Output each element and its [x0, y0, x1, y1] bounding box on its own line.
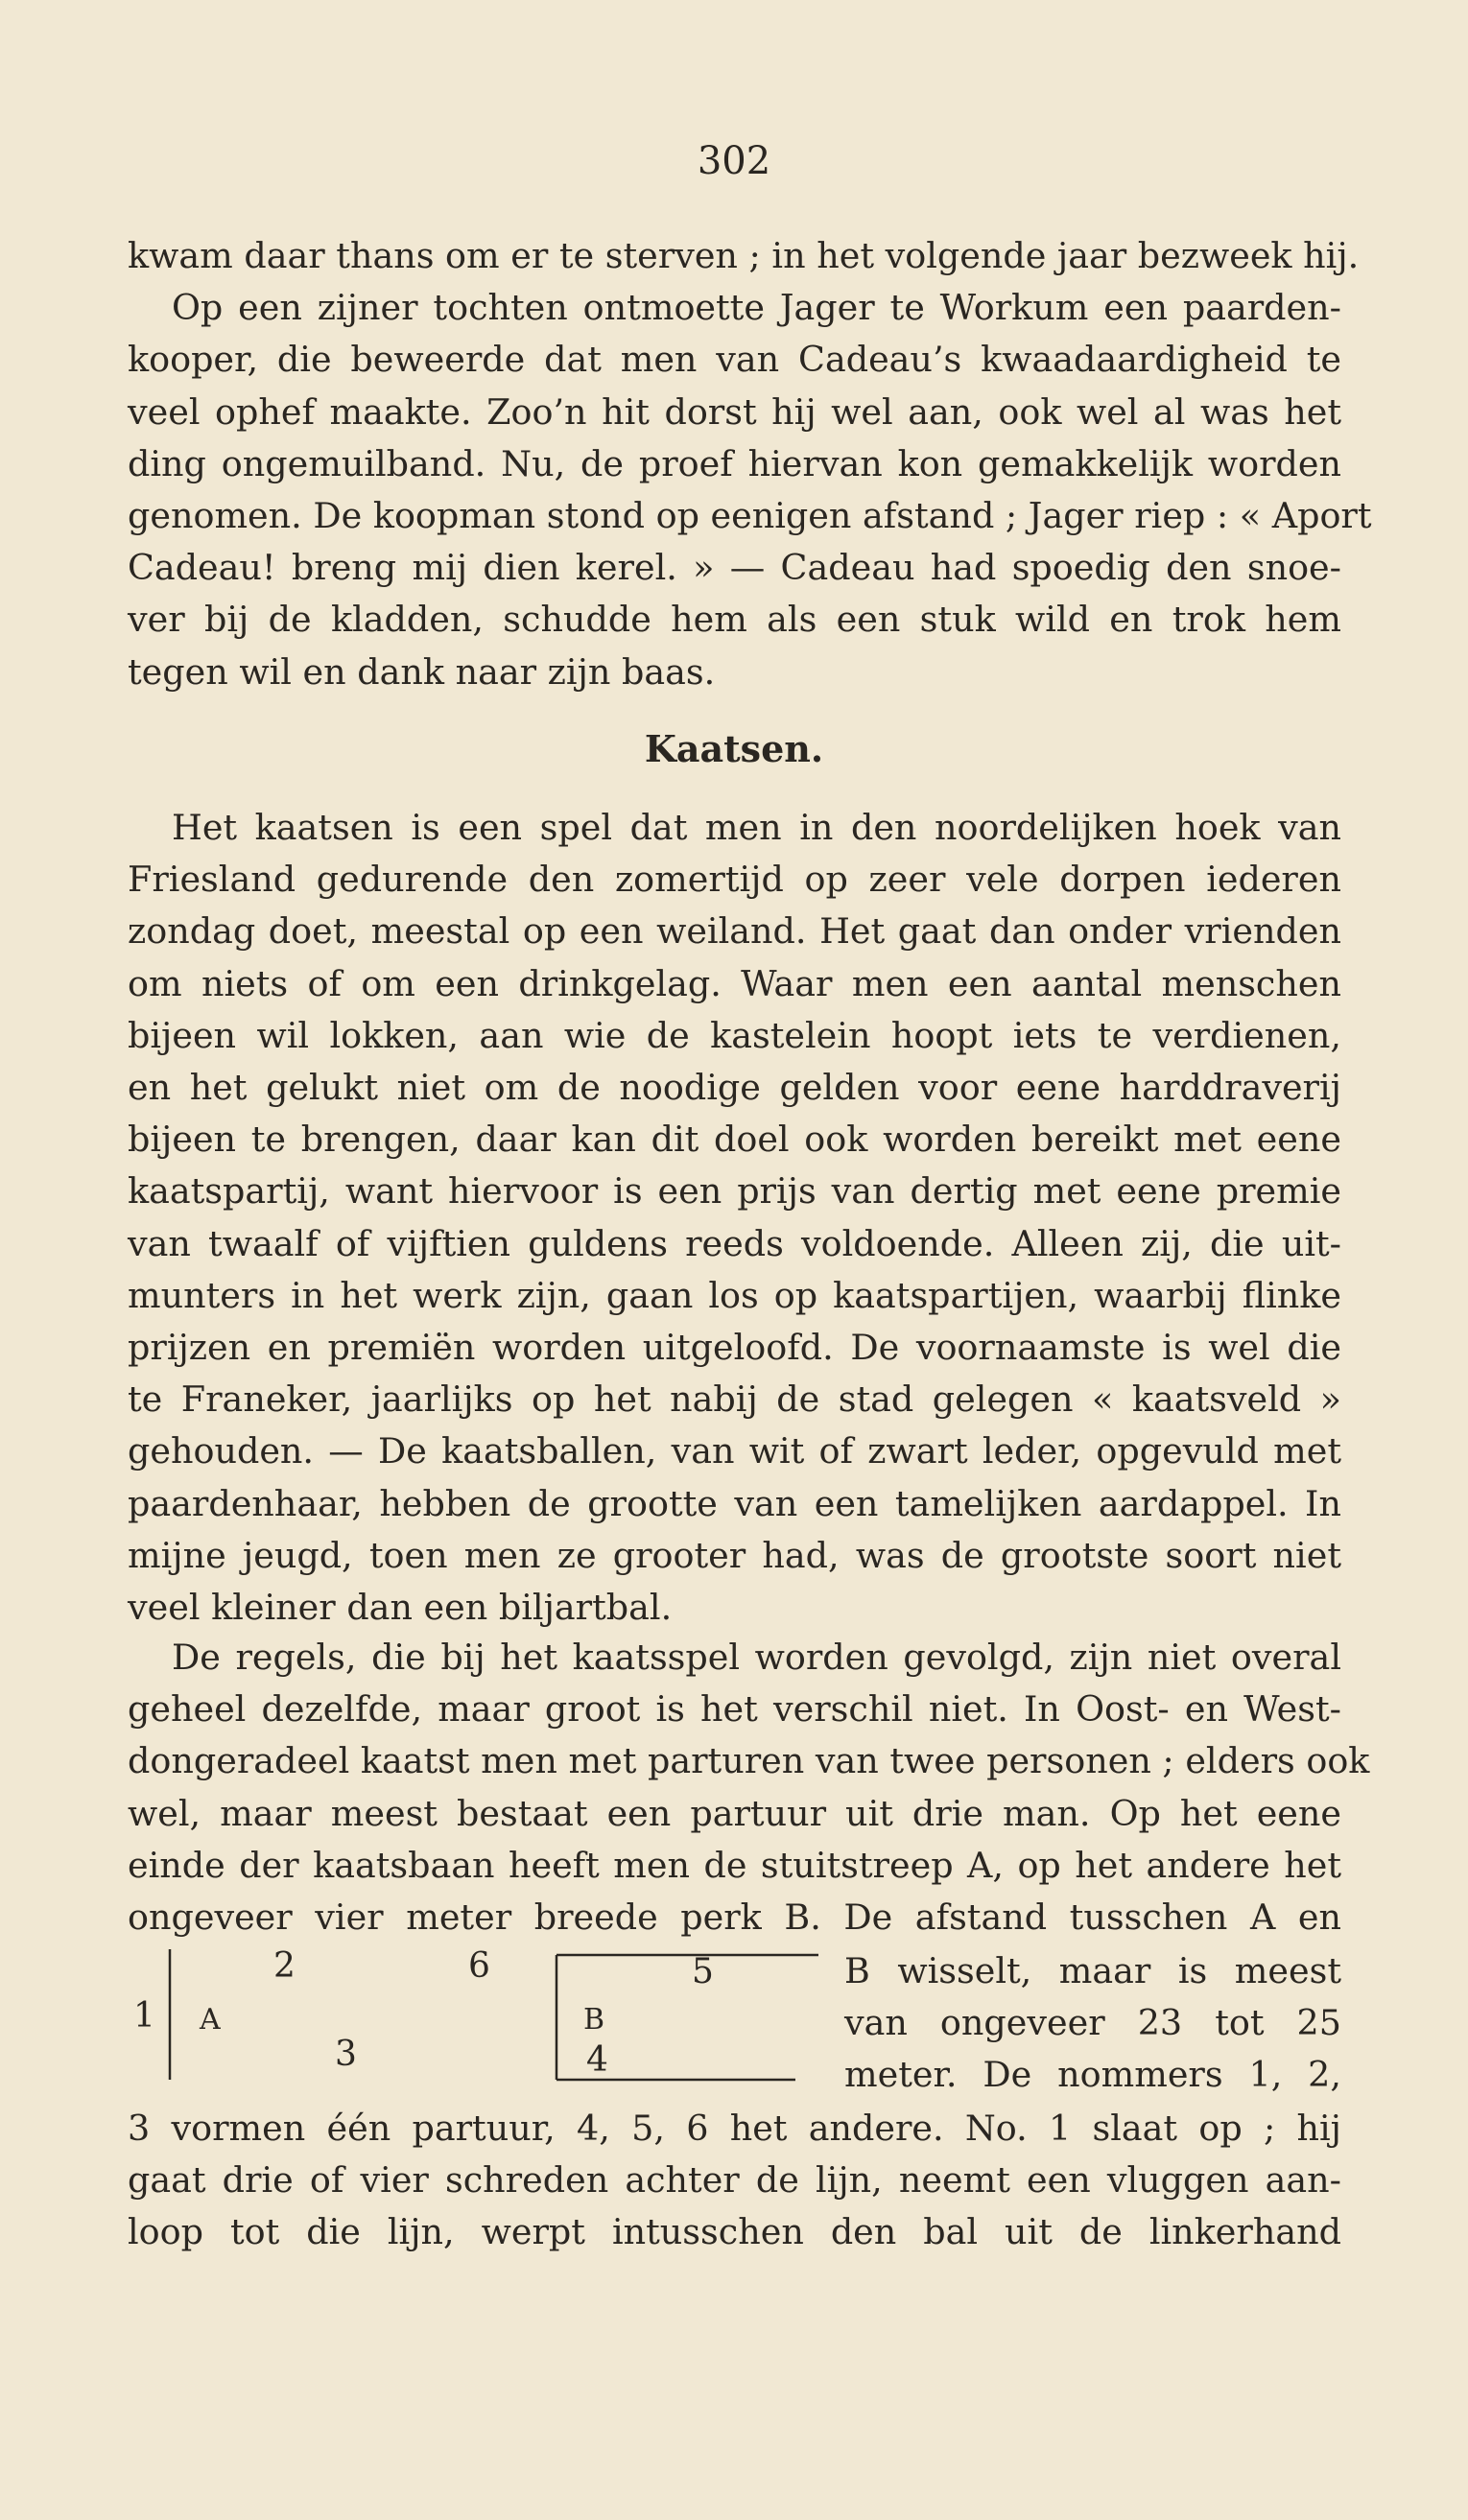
text-line: prijzen en premiën worden uitgeloofd. De voornaamste is wel die — [128, 1327, 1341, 1369]
text-line: kooper, die beweerde dat men van Cadeau’s kwaadaardigheid te — [128, 339, 1341, 381]
player-4-label: 4 — [586, 2040, 608, 2080]
text-line: en het gelukt niet om de noodige gelden voor eene harddraverij — [128, 1067, 1341, 1109]
text-line: tegen wil en dank naar zijn baas. — [128, 650, 716, 693]
paragraph-1 — [128, 230, 1372, 698]
text-line: Op een zijner tochten ontmoette Jager te Workum een paarden- — [172, 287, 1341, 329]
player-3-label: 3 — [335, 2035, 357, 2074]
text-line: De regels, die bij het kaatsspel worden gevolgd, zijn niet overal — [172, 1637, 1341, 1678]
player-6-label: 6 — [468, 1946, 490, 1986]
text-line: meter. De nommers 1, 2, — [844, 2054, 1341, 2096]
player-5-label: 5 — [692, 1952, 714, 1991]
text-line: Cadeau! breng mij dien kerel. » — Cadeau had spoedig den snoe- — [128, 547, 1341, 589]
text-line: ver bij de kladden, schudde hem als een stuk wild en trok hem — [128, 599, 1341, 641]
text-line: Friesland gedurende den zomertijd op zeer vele dorpen iederen — [128, 859, 1341, 901]
text-line: gaat drie of vier schreden achter de lijn, neemt een vluggen aan- — [128, 2159, 1341, 2202]
text-line: Het kaatsen is een spel dat men in den noordelijken hoek van — [172, 807, 1341, 848]
text-line: veel kleiner dan een biljartbal. — [128, 1587, 673, 1629]
text-line: loop tot die lijn, werpt intusschen den bal uit de linkerhand — [128, 2211, 1341, 2253]
side-text — [844, 1945, 1341, 2102]
text-line: dongeradeel kaatst men met parturen van twee personen ; elders ook — [128, 1740, 1370, 1782]
kaatsbaan-diagram — [128, 1945, 818, 2093]
text-line: geheel dezelfde, maar groot is het verschil niet. In Oost- en West- — [128, 1688, 1341, 1731]
text-line: munters in het werk zijn, gaan los op kaatspartijen, waarbij flinke — [128, 1274, 1341, 1316]
text-line: bijeen te brengen, daar kan dit doel ook worden bereikt met eene — [128, 1119, 1341, 1161]
text-line: van ongeveer 23 tot 25 — [844, 2002, 1341, 2044]
text-line: genomen. De koopman stond op eenigen afstand ; Jager riep : « Aport — [128, 495, 1372, 537]
text-line: zondag doet, meestal op een weiland. Het gaat dan onder vrienden — [128, 910, 1341, 953]
text-line: B wisselt, maar is meest — [844, 1950, 1341, 1991]
text-line: ongeveer vier meter breede perk B. De afstand tusschen A en — [128, 1896, 1341, 1939]
text-line: wel, maar meest bestaat een partuur uit drie man. Op het eene — [128, 1792, 1341, 1834]
text-line: paardenhaar, hebben de grootte van een tamelijken aardappel. In — [128, 1482, 1341, 1524]
paragraph-2 — [128, 802, 1341, 1634]
text-line: te Franeker, jaarlijks op het nabij de stad gelegen « kaatsveld » — [128, 1378, 1341, 1421]
text-line: gehouden. — De kaatsballen, van wit of zwart leder, opgevuld met — [128, 1430, 1341, 1472]
section-heading: Kaatsen. — [644, 727, 824, 770]
text-line: kaatspartij, want hiervoor is een prijs van dertig met eene premie — [128, 1170, 1341, 1213]
text-line: 3 vormen één partuur, 4, 5, 6 het andere. No. 1 slaat op ; hij — [128, 2108, 1341, 2149]
paragraph-3 — [128, 1632, 1370, 1943]
perk-b-label: B — [583, 2003, 605, 2037]
page-number: 302 — [697, 139, 771, 183]
text-line: veel ophef maakte. Zoo’n hit dorst hij wel aan, ook wel al was het — [128, 390, 1341, 433]
player-2-label: 2 — [273, 1946, 296, 1986]
text-line: om niets of om een drinkgelag. Waar men een aantal menschen — [128, 962, 1341, 1004]
text-line: kwam daar thans om er te sterven ; in het volgende jaar bezweek hij. — [128, 235, 1360, 276]
text-line: einde der kaatsbaan heeft men de stuitstreep A, op het andere het — [128, 1844, 1341, 1886]
player-1-label: 1 — [133, 1996, 155, 2036]
line-a-label: A — [200, 2003, 221, 2037]
text-line: bijeen wil lokken, aan wie de kastelein hoopt iets te verdienen, — [128, 1014, 1341, 1056]
paragraph-3-continued — [128, 2103, 1341, 2259]
text-line: mijne jeugd, toen men ze grooter had, was de grootste soort niet — [128, 1534, 1341, 1576]
text-line: ding ongemuilband. Nu, de proef hiervan kon gemakkelijk worden — [128, 442, 1341, 484]
text-line: van twaalf of vijftien guldens reeds voldoende. Alleen zij, die uit- — [128, 1222, 1341, 1264]
